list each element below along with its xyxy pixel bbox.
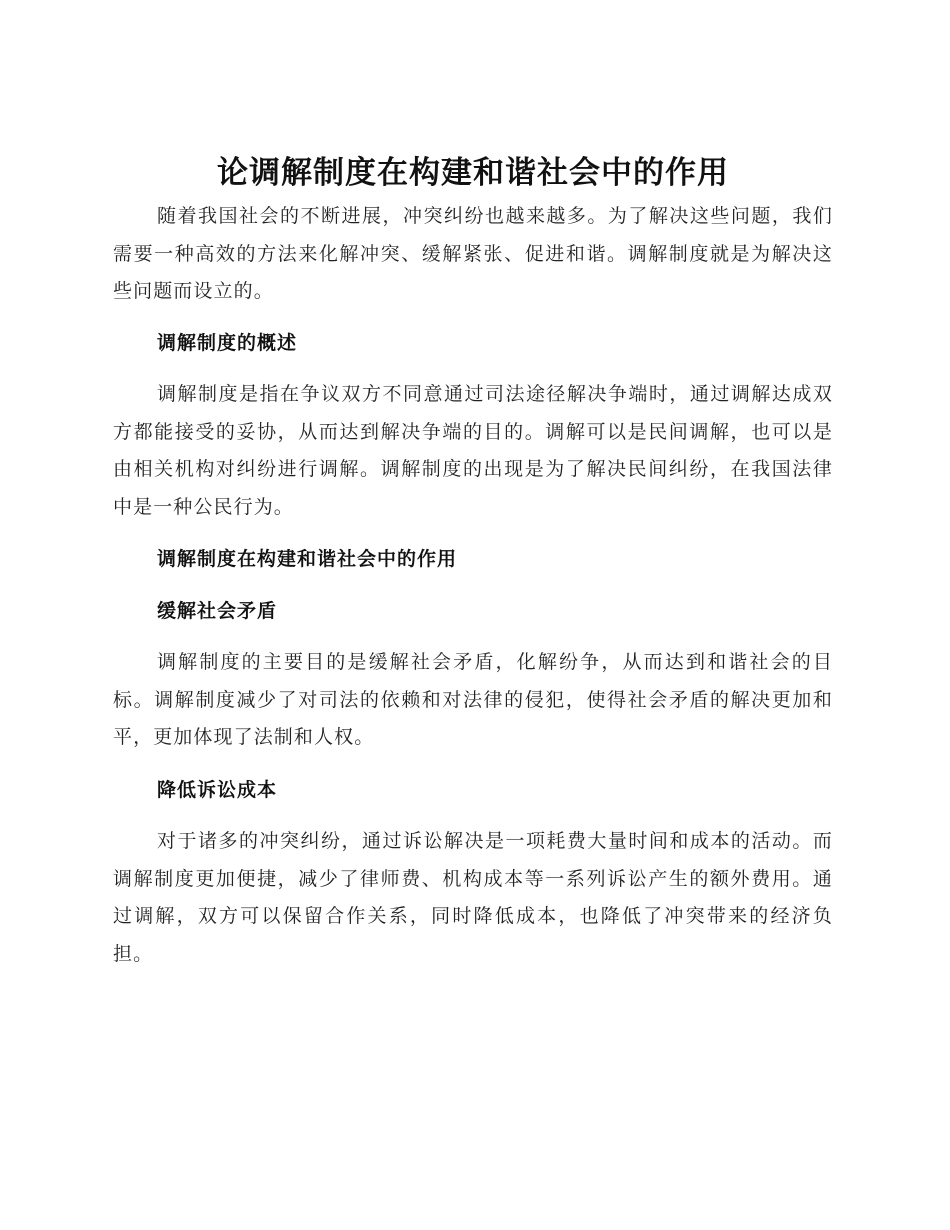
document-page	[113, 148, 833, 973]
spacer	[113, 809, 833, 823]
spacer	[113, 311, 833, 325]
section-paragraph-overview: 调解制度是指在争议双方不同意通过司法途径解决争端时，通过调解达成双方都能接受的妥协，从而达到解决争端的目的。调解可以是民间调解，也可以是由相关机构对纠纷进行调解。调解制度的出现是为了解决民间纠纷，在我国法律中是一种公民行为。	[113, 383, 833, 518]
section-heading-role: 调解制度在构建和谐社会中的作用	[157, 548, 458, 570]
spacer	[113, 757, 833, 772]
spacer	[113, 526, 833, 541]
section-heading-overview: 调解制度的概述	[157, 331, 298, 354]
spacer	[113, 579, 833, 593]
section-paragraph-lower-costs: 对于诸多的冲突纠纷，通过诉讼解决是一项耗费大量时间和成本的活动。而调解制度更加便捷，减少了律师费、机构成本等一系列诉讼产生的额外费用。通过调解，双方可以保留合作关系，同时降低成本，也降低了冲突带来的经济负担。	[113, 830, 833, 965]
section-heading-lower-costs: 降低诉讼成本	[157, 778, 278, 801]
section-heading-ease-conflicts: 缓解社会矛盾	[157, 599, 278, 622]
document-title: 论调解制度在构建和谐社会中的作用	[217, 155, 729, 191]
spacer	[113, 630, 833, 644]
section-paragraph-ease-conflicts: 调解制度的主要目的是缓解社会矛盾，化解纷争，从而达到和谐社会的目标。调解制度减少了对司法的依赖和对法律的侵犯，使得社会矛盾的解决更加和平，更加体现了法制和人权。	[113, 651, 833, 748]
intro-paragraph: 随着我国社会的不断进展，冲突纠纷也越来越多。为了解决这些问题，我们需要一种高效的方法来化解冲突、缓解紧张、促进和谐。调解制度就是为解决这些问题而设立的。	[113, 205, 833, 302]
spacer	[113, 362, 833, 376]
